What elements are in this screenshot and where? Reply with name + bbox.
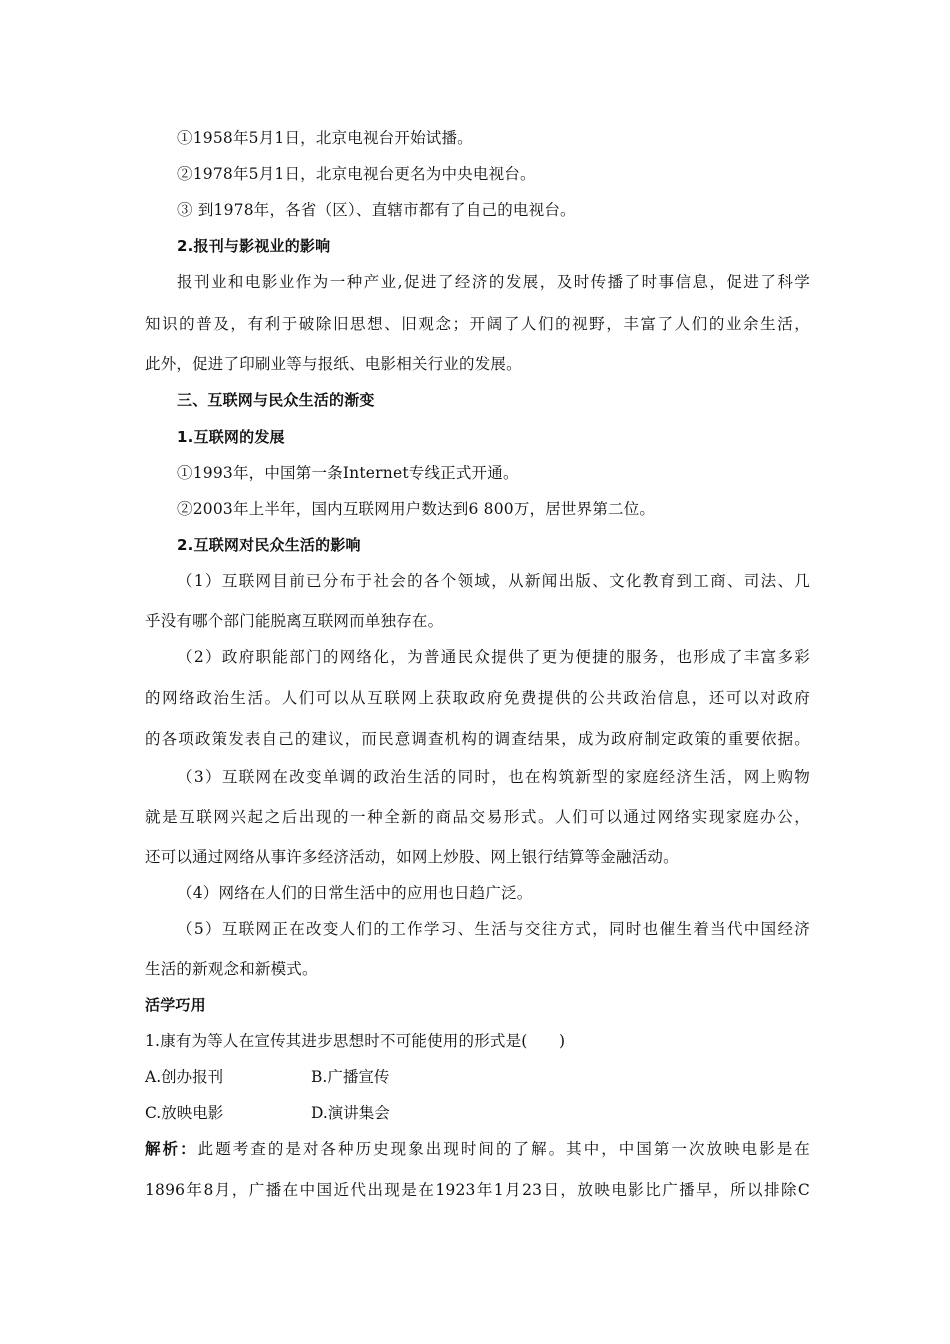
influence-line: 知识的普及，有利于破除旧思想、旧观念；开阔了人们的视野，丰富了人们的业余生活， [145,315,810,333]
option-b: B.广播宣传 [311,1068,390,1086]
analysis-line-2: 1896年8月，广播在中国近代出现是在1923年1月23日，放映电影比广播早，所以排除C [145,1181,810,1199]
option-c: C.放映电影 [145,1104,224,1122]
influence-point-1: （1）互联网目前已分布于社会的各个领域，从新闻出版、文化教育到工商、司法、几 [177,572,810,590]
influence-point-3: 就是互联网兴起之后出现的一种全新的商品交易形式。人们可以通过网络实现家庭办公， [145,808,810,826]
practice-heading: 活学巧用 [145,996,206,1014]
influence-line: 此外，促进了印刷业等与报纸、电影相关行业的发展。 [145,355,522,373]
analysis-text: 此题考查的是对各种历史现象出现时间的了解。其中，中国第一次放映电影是在 [197,1140,810,1158]
influence-point-2: （2）政府职能部门的网络化，为普通民众提供了更为便捷的服务，也形成了丰富多彩 [177,648,810,666]
tv-item-3: ③ 到1978年，各省（区）、直辖市都有了自己的电视台。 [177,201,576,219]
tv-item-1: ①1958年5月1日，北京电视台开始试播。 [177,129,473,147]
influence-point-4: （4）网络在人们的日常生活中的应用也日趋广泛。 [177,884,533,902]
analysis-line-1 [145,1138,810,1160]
influence-line: 报刊业和电影业作为一种产业,促进了经济的发展，及时传播了时事信息，促进了科学 [177,273,810,291]
tv-item-2: ②1978年5月1日，北京电视台更名为中央电视台。 [177,165,536,183]
internet-development-item-1: ①1993年，中国第一条Internet专线正式开通。 [177,464,519,482]
option-a: A.创办报刊 [145,1068,224,1086]
internet-development-item-2: ②2003年上半年，国内互联网用户数达到6 800万，居世界第二位。 [177,500,656,518]
influence-point-3: 还可以通过网络从事许多经济活动，如网上炒股、网上银行结算等金融活动。 [145,848,679,866]
influence-heading: 2.报刊与影视业的影响 [177,237,331,255]
option-d: D.演讲集会 [311,1104,390,1122]
influence-point-1: 乎没有哪个部门能脱离互联网而单独存在。 [145,612,444,630]
influence-point-3: （3）互联网在改变单调的政治生活的同时，也在构筑新型的家庭经济生活，网上购物 [177,768,810,786]
influence-point-2: 的网络政治生活。人们可以从互联网上获取政府免费提供的公共政治信息，还可以对政府 [145,689,810,707]
internet-development-heading: 1.互联网的发展 [177,428,285,446]
internet-influence-heading: 2.互联网对民众生活的影响 [177,536,361,554]
influence-point-2: 的各项政策发表自己的建议，而民意调查机构的调查结果，成为政府制定政策的重要依据。 [145,730,810,748]
question-1: 1.康有为等人在宣传其进步思想时不可能使用的形式是( ) [145,1032,566,1050]
influence-point-5: 生活的新观念和新模式。 [145,960,318,978]
influence-point-5: （5）互联网正在改变人们的工作学习、生活与交往方式，同时也催生着当代中国经济 [177,920,810,938]
analysis-label: 解析： [145,1140,198,1158]
section3-heading: 三、互联网与民众生活的渐变 [177,391,375,409]
